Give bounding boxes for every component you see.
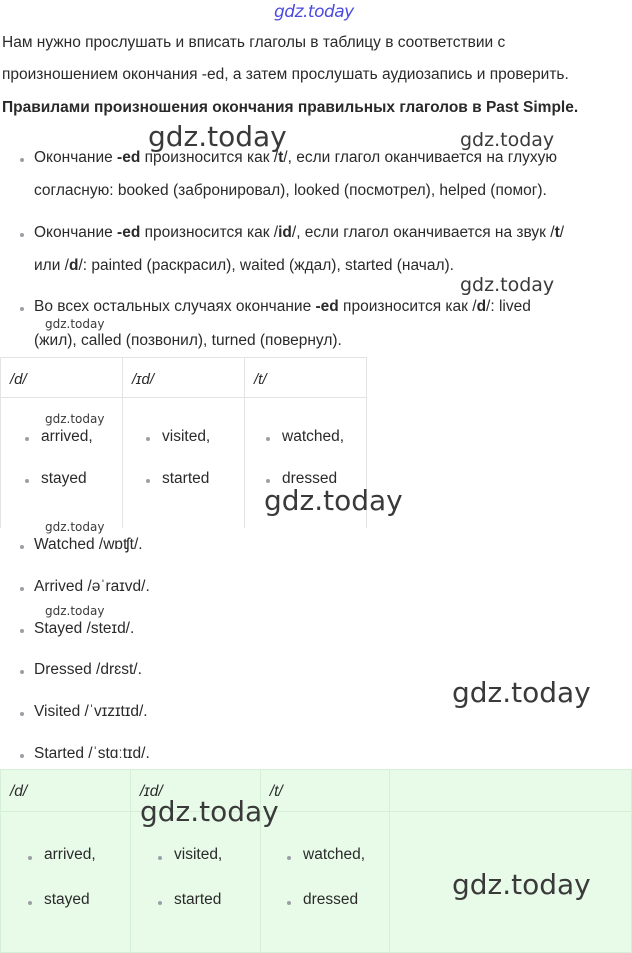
bullet-icon — [28, 901, 32, 905]
bullet-icon — [20, 629, 24, 633]
list-item: started — [174, 891, 222, 908]
list-item: arrived, — [41, 428, 93, 445]
watermark: gdz.today — [460, 129, 555, 151]
bullet-icon — [20, 712, 24, 716]
table-header-t: /t/ — [245, 358, 367, 398]
bullet-icon — [25, 479, 29, 483]
rule-3-line-2: (жил), called (позвонил), turned (повернул). — [34, 332, 342, 349]
bullet-icon — [20, 670, 24, 674]
intro-line-1: Нам нужно прослушать и вписать глаголы в таблицу в соответствии с — [2, 34, 506, 51]
watermark: gdz.today — [140, 795, 279, 828]
watermark: gdz.today — [264, 484, 403, 517]
bullet-icon — [146, 437, 150, 441]
transcription-item: Watched /wɒʧt/. — [34, 536, 143, 553]
table-cell — [260, 812, 389, 953]
list-item: visited, — [174, 846, 223, 863]
watermark-top: gdz.today — [274, 2, 354, 22]
table-cell — [1, 812, 131, 953]
watermark: gdz.today — [148, 120, 287, 153]
watermark: gdz.today — [45, 317, 105, 331]
bullet-icon — [20, 307, 24, 311]
rule-1-line-1: Окончание -ed произносится как /t/, если глагол оканчивается на глухую — [34, 149, 558, 166]
bullet-icon — [25, 437, 29, 441]
transcription-item: Started /ˈstɑːtɪd/. — [34, 745, 150, 762]
transcription-item: Arrived /əˈraɪvd/. — [34, 578, 150, 595]
rule-1-line-2: согласную: booked (забронировал), looked (посмотрел), helped (помог). — [34, 182, 547, 199]
table-cell — [389, 770, 631, 812]
watermark: gdz.today — [452, 676, 591, 709]
bullet-icon — [20, 587, 24, 591]
intro-line-2: произношением окончания -ed, а затем прослушать аудиозапись и проверить. — [2, 66, 569, 83]
transcription-item: Stayed /steɪd/. — [34, 620, 135, 637]
bullet-icon — [28, 856, 32, 860]
watermark: gdz.today — [45, 520, 105, 534]
rule-3-line-1: Во всех остальных случаях окончание -ed произносится как /d/: lived — [34, 298, 531, 315]
list-item: watched, — [303, 846, 366, 863]
list-item: dressed — [303, 891, 359, 908]
watermark: gdz.today — [45, 412, 105, 426]
rules-title: Правилами произношения окончания правильных глаголов в Past Simple. — [2, 99, 579, 116]
table-header-d: /d/ — [1, 358, 123, 398]
table-header-d: /d/ — [1, 770, 131, 812]
bullet-icon — [287, 856, 291, 860]
list-item: dressed — [282, 470, 338, 487]
table-cell — [130, 812, 260, 953]
bullet-icon — [266, 479, 270, 483]
transcription-item: Dressed /drɛst/. — [34, 661, 142, 678]
list-item: watched, — [282, 428, 345, 445]
watermark: gdz.today — [452, 868, 591, 901]
list-item: stayed — [44, 891, 90, 908]
rule-2-line-2: или /d/: painted (раскрасил), waited (ждал), started (начал). — [34, 257, 454, 274]
table-cell — [123, 398, 245, 528]
table-header-id: /ɪd/ — [130, 770, 260, 812]
bullet-icon — [158, 856, 162, 860]
table-header-id: /ɪd/ — [123, 358, 245, 398]
list-item: started — [162, 470, 210, 487]
table-header-t: /t/ — [260, 770, 389, 812]
rule-2-line-1: Окончание -ed произносится как /id/, если глагол оканчивается на звук /t/ — [34, 224, 565, 241]
bullet-icon — [287, 901, 291, 905]
bullet-icon — [158, 901, 162, 905]
transcription-item: Visited /ˈvɪzɪtɪd/. — [34, 703, 148, 720]
list-item: stayed — [41, 470, 87, 487]
list-item: visited, — [162, 428, 211, 445]
bullet-icon — [20, 233, 24, 237]
list-item: arrived, — [44, 846, 96, 863]
bullet-icon — [146, 479, 150, 483]
bullet-icon — [20, 545, 24, 549]
watermark: gdz.today — [45, 604, 105, 618]
bullet-icon — [20, 158, 24, 162]
watermark: gdz.today — [460, 274, 555, 296]
bullet-icon — [20, 754, 24, 758]
bullet-icon — [266, 437, 270, 441]
